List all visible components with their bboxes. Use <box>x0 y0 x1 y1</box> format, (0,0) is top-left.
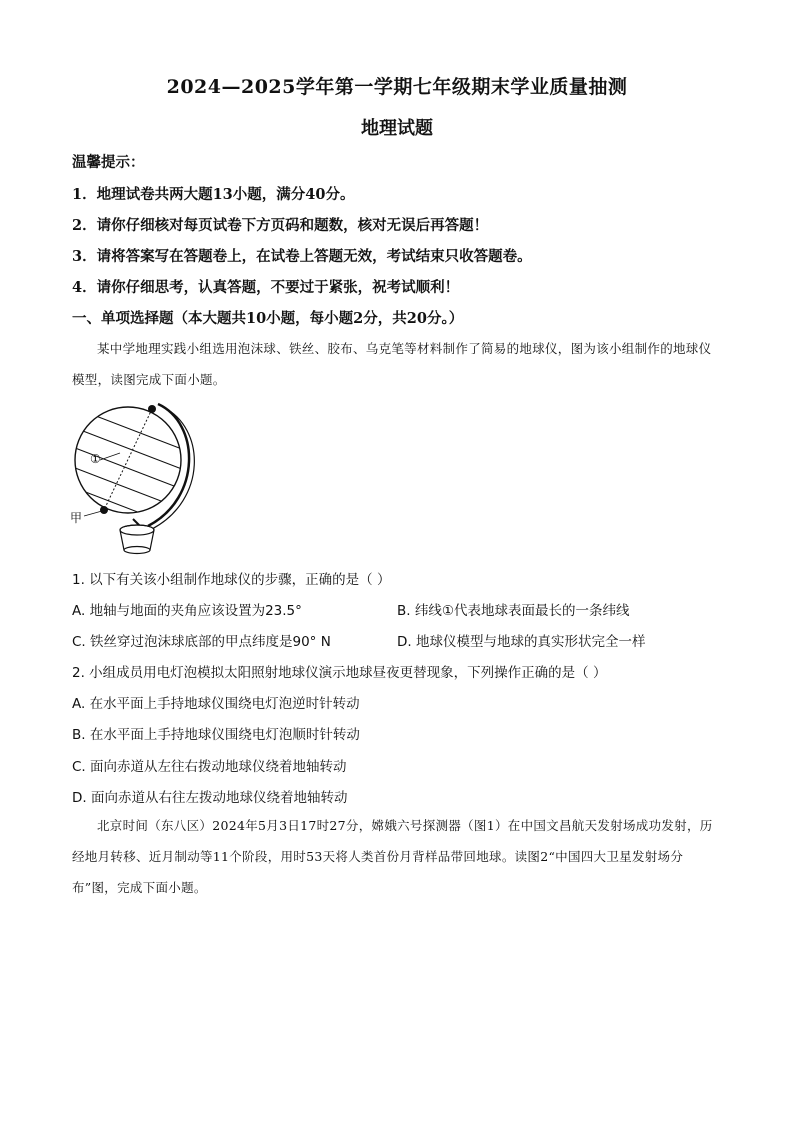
question-1-option-d: D. 地球仪模型与地球的真实形状完全一样 <box>397 634 646 650</box>
globe-label-latitude: ① <box>90 452 101 466</box>
notice-heading: 温馨提示： <box>72 154 145 171</box>
notice-item-4: 4．请你仔细思考，认真答题，不要过于紧张，祝考试顺利！ <box>72 279 460 296</box>
section-intro: 某中学地理实践小组选用泡沫球、铁丝、胶布、乌克笔等材料制作了简易的地球仪，图为该小组制作的地球仪模型，读图完成下面小题。 <box>72 341 712 387</box>
exam-title: 2024—2025学年第一学期七年级期末学业质量抽测 <box>166 76 628 98</box>
question-2-option-b: B. 在水平面上手持地球仪围绕电灯泡顺时针转动 <box>72 727 360 743</box>
notice-item-1: 1．地理试卷共两大题13小题，满分40分。 <box>72 186 355 203</box>
question-1-option-c: C. 铁丝穿过泡沫球底部的甲点纬度是90° N <box>72 634 331 650</box>
question-1-stem: 1. 以下有关该小组制作地球仪的步骤，正确的是（ ） <box>72 572 391 588</box>
section-heading: 一、单项选择题（本大题共10小题，每小题2分，共20分。） <box>72 310 464 327</box>
question-2-option-c: C. 面向赤道从左往右拨动地球仪绕着地轴转动 <box>72 759 347 775</box>
globe-figure <box>70 398 210 558</box>
section-intro-2: 北京时间（东八区）2024年5月3日17时27分，嫦娥六号探测器（图1）在中国文昌航天发射场成功发射，历经地月转移、近月制动等11个阶段，用时53天将人类首份月背样品带回地球。读图2“中国四大卫星发射场分布”图，完成下面小题。 <box>72 818 713 895</box>
question-2-option-d: D. 面向赤道从右往左拨动地球仪绕着地轴转动 <box>72 790 348 806</box>
question-2-stem: 2. 小组成员用电灯泡模拟太阳照射地球仪演示地球昼夜更替现象，下列操作正确的是（ ） <box>72 665 607 681</box>
globe-drawing <box>70 398 210 558</box>
exam-subject: 地理试题 <box>361 118 433 139</box>
question-2-option-a: A. 在水平面上手持地球仪围绕电灯泡逆时针转动 <box>72 696 360 712</box>
notice-item-2: 2．请你仔细核对每页试卷下方页码和题数，核对无误后再答题！ <box>72 217 489 234</box>
notice-item-3: 3．请将答案写在答题卷上，在试卷上答题无效，考试结束只收答题卷。 <box>72 248 532 265</box>
globe-label-point: 甲 <box>70 511 83 525</box>
question-1-option-b: B. 纬线①代表地球表面最长的一条纬线 <box>397 603 630 619</box>
question-1-option-a: A. 地轴与地面的夹角应该设置为23.5° <box>72 603 302 619</box>
